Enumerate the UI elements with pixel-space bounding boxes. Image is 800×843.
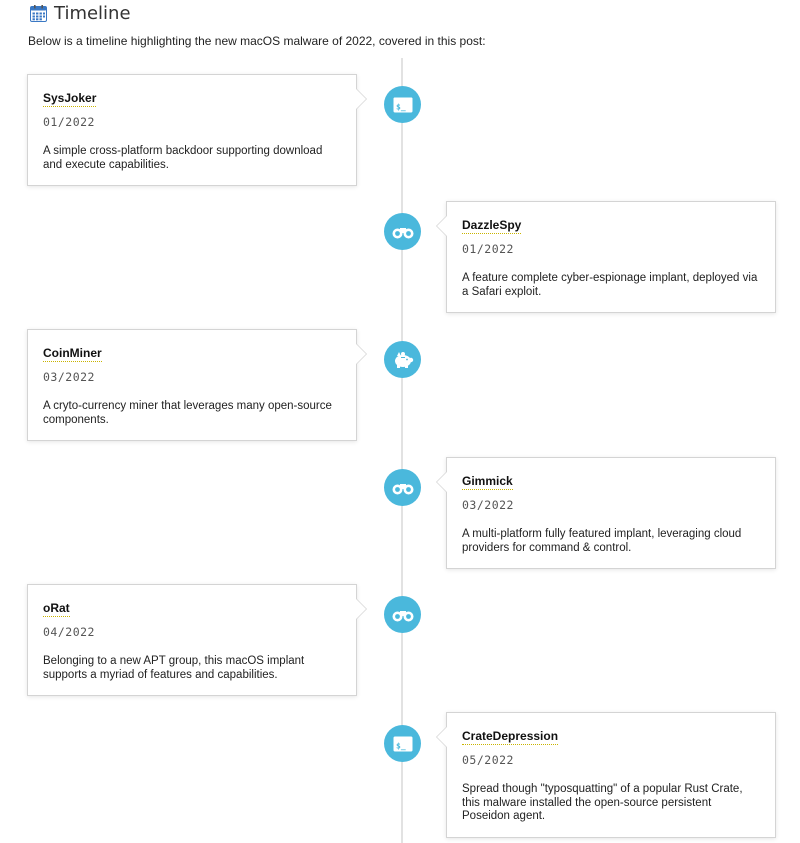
- page-title: Timeline: [54, 2, 131, 24]
- timeline-card-coinminer: [27, 329, 357, 441]
- timeline-description: Belonging to a new APT group, this macOS implant supports a myriad of features and capabilities.: [43, 655, 305, 681]
- svg-text:$_: $_: [395, 741, 406, 750]
- malware-name-link[interactable]: Gimmick: [462, 474, 513, 488]
- calendar-icon: [30, 5, 47, 22]
- header: [30, 2, 131, 24]
- timeline-date: 01/2022: [462, 242, 514, 256]
- timeline-description: A simple cross-platform backdoor supporting download and execute capabilities.: [43, 145, 323, 171]
- timeline-description: A cryto-currency miner that leverages many open-source components.: [43, 400, 332, 426]
- timeline-card-cratedepression: [446, 712, 776, 838]
- timeline-date: 01/2022: [43, 115, 95, 129]
- timeline-card-orat: [27, 584, 357, 696]
- terminal-icon: [384, 725, 421, 762]
- timeline-description: Spread though "typosquatting" of a popular Rust Crate, this malware installed the open-source persistent Poseidon agent.: [462, 783, 743, 822]
- malware-name-link[interactable]: CoinMiner: [43, 346, 102, 360]
- malware-name-link[interactable]: SysJoker: [43, 91, 97, 105]
- timeline-description: A feature complete cyber-espionage implant, deployed via a Safari exploit.: [462, 272, 758, 298]
- binoculars-icon: [384, 469, 421, 506]
- timeline-date: 03/2022: [43, 370, 95, 384]
- binoculars-icon: [384, 596, 421, 633]
- timeline-description: A multi-platform fully featured implant, leveraging cloud providers for command & control.: [462, 528, 742, 554]
- timeline-card-gimmick: [446, 457, 776, 569]
- intro-text: Below is a timeline highlighting the new macOS malware of 2022, covered in this post:: [28, 34, 486, 48]
- timeline-date: 03/2022: [462, 498, 514, 512]
- svg-text:$_: $_: [395, 102, 406, 111]
- malware-name-link[interactable]: DazzleSpy: [462, 218, 522, 232]
- malware-name-link[interactable]: CrateDepression: [462, 729, 559, 743]
- binoculars-icon: [384, 213, 421, 250]
- timeline-date: 04/2022: [43, 625, 95, 639]
- timeline-card-dazzlespy: [446, 201, 776, 313]
- piggy-bank-icon: [384, 341, 421, 378]
- timeline-card-sysjoker: [27, 74, 357, 186]
- timeline-date: 05/2022: [462, 753, 514, 767]
- terminal-icon: [384, 86, 421, 123]
- malware-name-link[interactable]: oRat: [43, 601, 70, 615]
